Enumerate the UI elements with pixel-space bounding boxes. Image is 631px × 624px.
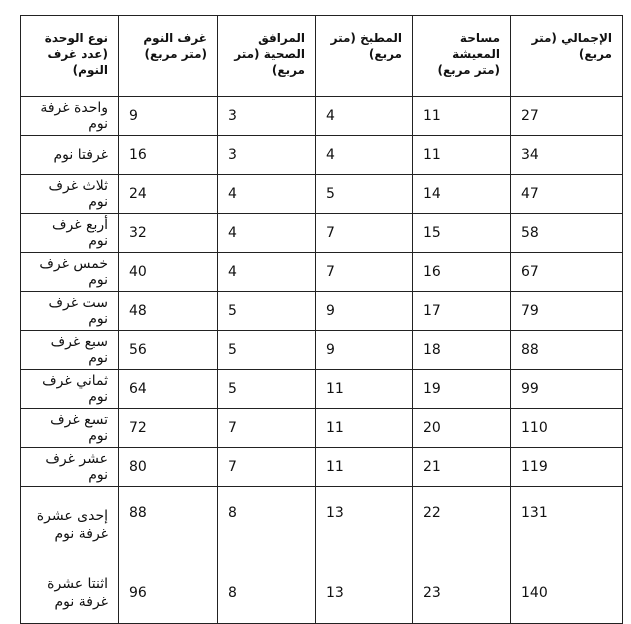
kitchen-cell: 11 xyxy=(316,409,413,448)
unit-type-cell: إحدى عشرة غرفة نوم xyxy=(21,487,119,564)
total-cell: 58 xyxy=(511,214,623,253)
table-row xyxy=(21,448,623,487)
living-cell: 11 xyxy=(413,97,511,136)
total-cell: 88 xyxy=(511,331,623,370)
total-cell: 27 xyxy=(511,97,623,136)
kitchen-cell: 13 xyxy=(316,563,413,624)
bedrooms-cell: 72 xyxy=(119,409,218,448)
kitchen-cell: 9 xyxy=(316,331,413,370)
kitchen-cell: 11 xyxy=(316,448,413,487)
living-cell: 19 xyxy=(413,370,511,409)
table-row xyxy=(21,253,623,292)
sanitary-cell: 4 xyxy=(218,214,316,253)
kitchen-cell: 4 xyxy=(316,136,413,175)
header-living: مساحة المعيشة (متر مربع) xyxy=(413,16,511,97)
total-cell: 110 xyxy=(511,409,623,448)
table-row xyxy=(21,331,623,370)
kitchen-cell: 4 xyxy=(316,97,413,136)
unit-type-cell: اثنتا عشرة غرفة نوم xyxy=(21,563,119,624)
kitchen-cell: 7 xyxy=(316,214,413,253)
sanitary-cell: 4 xyxy=(218,175,316,214)
unit-type-cell: ثماني غرف نوم xyxy=(21,370,119,409)
living-cell: 23 xyxy=(413,563,511,624)
living-cell: 14 xyxy=(413,175,511,214)
sanitary-cell: 5 xyxy=(218,292,316,331)
sanitary-cell: 8 xyxy=(218,563,316,624)
sanitary-cell: 3 xyxy=(218,136,316,175)
room-area-table xyxy=(20,15,623,624)
header-unit-type: نوع الوحدة (عدد غرف النوم) xyxy=(21,16,119,97)
unit-type-cell: ست غرف نوم xyxy=(21,292,119,331)
sanitary-cell: 7 xyxy=(218,409,316,448)
living-cell: 15 xyxy=(413,214,511,253)
bedrooms-cell: 96 xyxy=(119,563,218,624)
total-cell: 47 xyxy=(511,175,623,214)
unit-type-cell: تسع غرف نوم xyxy=(21,409,119,448)
header-sanitary: المرافق الصحية (متر مربع) xyxy=(218,16,316,97)
table-row xyxy=(21,563,623,624)
bedrooms-cell: 32 xyxy=(119,214,218,253)
total-cell: 119 xyxy=(511,448,623,487)
kitchen-cell: 11 xyxy=(316,370,413,409)
living-cell: 18 xyxy=(413,331,511,370)
kitchen-cell: 5 xyxy=(316,175,413,214)
living-cell: 22 xyxy=(413,487,511,564)
total-cell: 79 xyxy=(511,292,623,331)
table-row xyxy=(21,292,623,331)
bedrooms-cell: 56 xyxy=(119,331,218,370)
sanitary-cell: 8 xyxy=(218,487,316,564)
table-row xyxy=(21,214,623,253)
bedrooms-cell: 48 xyxy=(119,292,218,331)
kitchen-cell: 13 xyxy=(316,487,413,564)
living-cell: 11 xyxy=(413,136,511,175)
sanitary-cell: 7 xyxy=(218,448,316,487)
bedrooms-cell: 64 xyxy=(119,370,218,409)
unit-type-cell: خمس غرف نوم xyxy=(21,253,119,292)
unit-type-cell: أربع غرف نوم xyxy=(21,214,119,253)
bedrooms-cell: 88 xyxy=(119,487,218,564)
total-cell: 140 xyxy=(511,563,623,624)
living-cell: 20 xyxy=(413,409,511,448)
living-cell: 16 xyxy=(413,253,511,292)
total-cell: 34 xyxy=(511,136,623,175)
sanitary-cell: 5 xyxy=(218,370,316,409)
table-row xyxy=(21,487,623,564)
bedrooms-cell: 16 xyxy=(119,136,218,175)
unit-type-cell: ثلاث غرف نوم xyxy=(21,175,119,214)
table-row xyxy=(21,175,623,214)
header-kitchen: المطبخ (متر مربع) xyxy=(316,16,413,97)
unit-type-cell: سبع غرف نوم xyxy=(21,331,119,370)
bedrooms-cell: 80 xyxy=(119,448,218,487)
bedrooms-cell: 24 xyxy=(119,175,218,214)
unit-type-cell: واحدة غرفة نوم xyxy=(21,97,119,136)
table-row xyxy=(21,370,623,409)
kitchen-cell: 7 xyxy=(316,253,413,292)
bedrooms-cell: 9 xyxy=(119,97,218,136)
living-cell: 21 xyxy=(413,448,511,487)
bedrooms-cell: 40 xyxy=(119,253,218,292)
table-row xyxy=(21,97,623,136)
total-cell: 67 xyxy=(511,253,623,292)
unit-type-cell: غرفتا نوم xyxy=(21,136,119,175)
sanitary-cell: 3 xyxy=(218,97,316,136)
total-cell: 131 xyxy=(511,487,623,564)
table-row xyxy=(21,136,623,175)
table-row xyxy=(21,409,623,448)
header-bedrooms: غرف النوم (متر مربع) xyxy=(119,16,218,97)
kitchen-cell: 9 xyxy=(316,292,413,331)
living-cell: 17 xyxy=(413,292,511,331)
total-cell: 99 xyxy=(511,370,623,409)
header-row xyxy=(21,16,623,97)
sanitary-cell: 4 xyxy=(218,253,316,292)
header-total: الإجمالي (متر مربع) xyxy=(511,16,623,97)
unit-type-cell: عشر غرف نوم xyxy=(21,448,119,487)
sanitary-cell: 5 xyxy=(218,331,316,370)
